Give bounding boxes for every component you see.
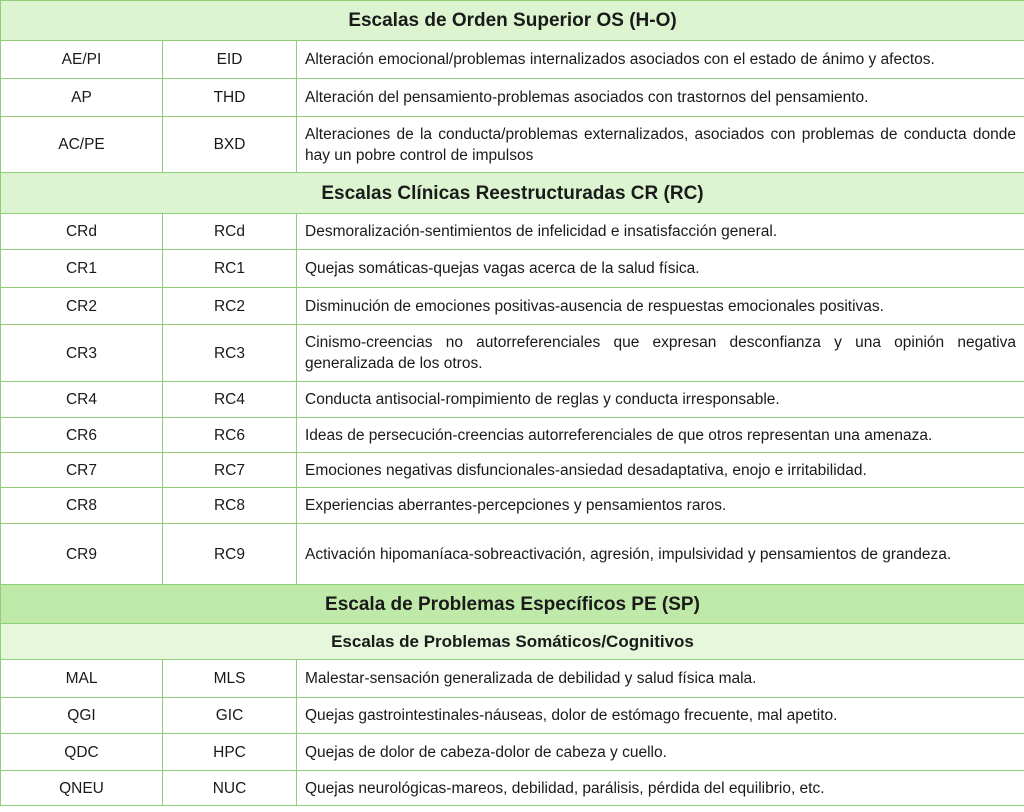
scale-en: RC1 — [163, 250, 297, 288]
scale-es: CR6 — [1, 418, 163, 453]
scale-es: QGI — [1, 698, 163, 734]
scale-en: RC7 — [163, 453, 297, 488]
table-row — [1, 288, 1024, 325]
scale-description: Experiencias aberrantes-percepciones y pensamientos raros. — [297, 488, 1024, 524]
scale-es: AC/PE — [1, 117, 163, 173]
section-header-ho — [1, 1, 1024, 41]
table-row — [1, 41, 1024, 79]
scale-es: CR7 — [1, 453, 163, 488]
scale-es: AP — [1, 79, 163, 117]
section-header-rc — [1, 173, 1024, 214]
table-row — [1, 117, 1024, 173]
scale-es: QNEU — [1, 771, 163, 806]
scale-es: CRd — [1, 214, 163, 250]
scale-description: Disminución de emociones positivas-ausencia de respuestas emocionales positivas. — [297, 288, 1024, 325]
scale-en: RC2 — [163, 288, 297, 325]
scale-description: Alteraciones de la conducta/problemas externalizados, asociados con problemas de conducta donde hay un pobre control de impulsos — [297, 117, 1024, 173]
scale-en: GIC — [163, 698, 297, 734]
table-row — [1, 418, 1024, 453]
scale-description: Malestar-sensación generalizada de debilidad y salud física mala. — [297, 660, 1024, 698]
scale-es: CR9 — [1, 524, 163, 585]
table-row — [1, 771, 1024, 806]
scale-description: Desmoralización-sentimientos de infelicidad e insatisfacción general. — [297, 214, 1024, 250]
table-row — [1, 382, 1024, 418]
scale-en: MLS — [163, 660, 297, 698]
scale-description: Quejas gastrointestinales-náuseas, dolor de estómago frecuente, mal apetito. — [297, 698, 1024, 734]
scale-es: AE/PI — [1, 41, 163, 79]
scale-es: QDC — [1, 734, 163, 771]
scale-description: Quejas neurológicas-mareos, debilidad, parálisis, pérdida del equilibrio, etc. — [297, 771, 1024, 806]
scale-es: CR3 — [1, 325, 163, 382]
section-header-sp — [1, 585, 1024, 624]
scale-en: RC8 — [163, 488, 297, 524]
scale-en: RC9 — [163, 524, 297, 585]
scale-description: Cinismo-creencias no autorreferenciales que expresan desconfianza y una opinión negativa generalizada de los otros. — [297, 325, 1024, 382]
table-row — [1, 453, 1024, 488]
scale-description: Alteración del pensamiento-problemas asociados con trastornos del pensamiento. — [297, 79, 1024, 117]
section-title-sp: Escala de Problemas Específicos PE (SP) — [1, 585, 1024, 624]
section-title-ho: Escalas de Orden Superior OS (H-O) — [1, 1, 1024, 41]
section-subheader-sp — [1, 624, 1024, 660]
scale-en: HPC — [163, 734, 297, 771]
scale-en: RC3 — [163, 325, 297, 382]
table-row — [1, 660, 1024, 698]
table-row — [1, 214, 1024, 250]
section-subtitle-sp: Escalas de Problemas Somáticos/Cognitivos — [1, 624, 1024, 660]
scale-en: THD — [163, 79, 297, 117]
table-row — [1, 79, 1024, 117]
scale-en: RC6 — [163, 418, 297, 453]
table-row — [1, 698, 1024, 734]
scale-description: Ideas de persecución-creencias autorreferenciales de que otros representan una amenaza. — [297, 418, 1024, 453]
scale-description: Activación hipomaníaca-sobreactivación, agresión, impulsividad y pensamientos de grandeza. — [297, 524, 1024, 585]
table-row — [1, 734, 1024, 771]
table-row — [1, 325, 1024, 382]
scale-description: Quejas somáticas-quejas vagas acerca de la salud física. — [297, 250, 1024, 288]
scale-description: Quejas de dolor de cabeza-dolor de cabeza y cuello. — [297, 734, 1024, 771]
scale-en: EID — [163, 41, 297, 79]
scale-es: CR8 — [1, 488, 163, 524]
scale-en: RC4 — [163, 382, 297, 418]
scale-es: CR1 — [1, 250, 163, 288]
scale-en: RCd — [163, 214, 297, 250]
table-row — [1, 524, 1024, 585]
table-row — [1, 250, 1024, 288]
scale-description: Alteración emocional/problemas internalizados asociados con el estado de ánimo y afectos. — [297, 41, 1024, 79]
scale-description: Conducta antisocial-rompimiento de reglas y conducta irresponsable. — [297, 382, 1024, 418]
scale-es: CR4 — [1, 382, 163, 418]
scale-es: MAL — [1, 660, 163, 698]
scale-en: NUC — [163, 771, 297, 806]
table-row — [1, 488, 1024, 524]
section-title-rc: Escalas Clínicas Reestructuradas CR (RC) — [1, 173, 1024, 214]
scale-description: Emociones negativas disfuncionales-ansiedad desadaptativa, enojo e irritabilidad. — [297, 453, 1024, 488]
scale-en: BXD — [163, 117, 297, 173]
scale-es: CR2 — [1, 288, 163, 325]
